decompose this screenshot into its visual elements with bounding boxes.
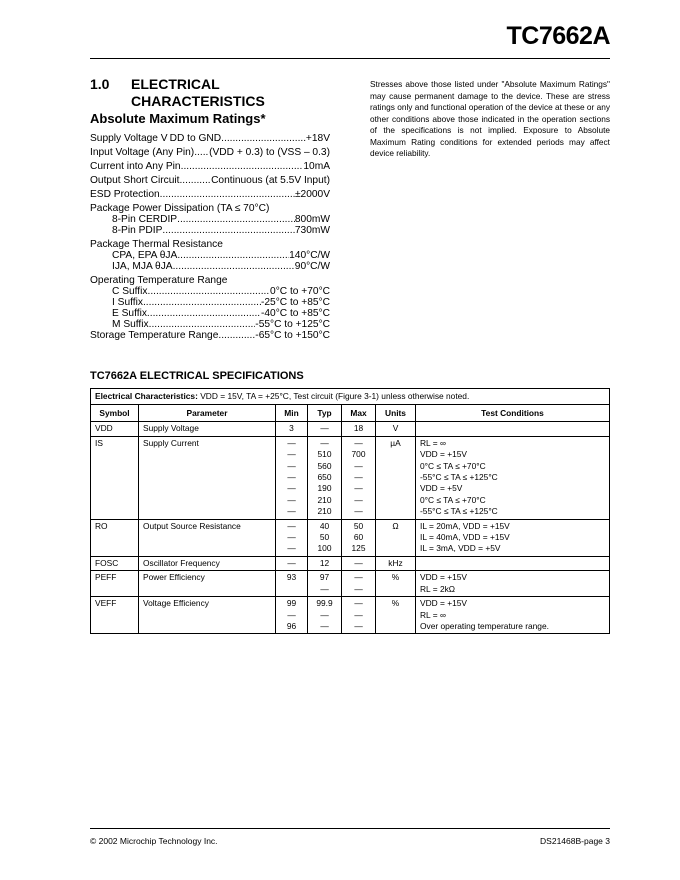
rating-i-suffix (90, 297, 330, 308)
units-cell (376, 597, 416, 634)
cell-line: — (287, 460, 296, 471)
rating-value: 10mA (303, 161, 330, 172)
cell-line: — (320, 620, 329, 631)
cell-line: — (354, 437, 363, 448)
cell-line: — (287, 609, 296, 620)
cell-line: Output Source Resistance (143, 520, 241, 531)
table-row (91, 571, 610, 597)
cell-line: VDD = +15V (420, 572, 468, 583)
parameter-cell (139, 597, 276, 634)
units-cell (376, 571, 416, 597)
typ-cell (308, 556, 342, 570)
rating-label: 8-Pin CERDIP (112, 214, 178, 225)
stress-note: Stresses above those listed under "Absolute Maximum Ratings" may cause permanent damage to the device. These are stress ratings only and functional operation of the device at these or any other conditions above those indicated in the operation sections of the specifications is not implied. Exposure to Absolute Maximum Rating conditions for extended periods may affect device reliability. (370, 79, 610, 158)
cell-line: — (354, 472, 363, 483)
footer-divider (90, 828, 610, 829)
cell-line: 97 (319, 572, 330, 583)
cell-line: 560 (317, 460, 332, 471)
cell-line (280, 584, 303, 595)
cell-line: 12 (319, 557, 330, 568)
parameter-cell (139, 436, 276, 519)
rating-temp-range: Operating Temperature Range (90, 275, 228, 286)
cell-line: — (320, 583, 329, 594)
rating-value: -65°C to +150°C (255, 330, 330, 341)
rating-supply-voltage (90, 133, 330, 144)
cell-line: 210 (317, 506, 332, 517)
table-row (91, 556, 610, 570)
cell-line: VDD = +15V (420, 449, 468, 460)
cell-line: — (320, 423, 329, 434)
rating-c-suffix (90, 286, 330, 297)
cell-line: 650 (317, 472, 332, 483)
leader-dots (177, 250, 289, 261)
max-cell (342, 571, 376, 597)
leader-dots (160, 189, 295, 200)
cell-line: 190 (317, 483, 332, 494)
cell-line (420, 423, 605, 434)
cell-line: 40 (319, 520, 330, 531)
conditions-cell (416, 556, 610, 570)
leader-dots (149, 319, 256, 330)
abs-max-ratings-list (90, 133, 330, 341)
typ-cell (308, 422, 342, 436)
cell-line: -55°C ≤ TA ≤ +125°C (420, 506, 498, 517)
conditions-cell (416, 436, 610, 519)
column-header: Symbol (91, 405, 139, 422)
table-body (91, 422, 610, 634)
header-divider (90, 58, 610, 59)
leader-dots (179, 175, 211, 186)
rating-e-suffix (90, 308, 330, 319)
rating-label: Input Voltage (Any Pin) (90, 147, 195, 158)
cell-line: — (354, 609, 363, 620)
cell-line: 3 (289, 423, 294, 434)
rating-value: 0°C to +70°C (270, 286, 330, 297)
conditions-cell (416, 571, 610, 597)
column-header: Test Conditions (416, 405, 610, 422)
cell-line: FOSC (95, 557, 119, 568)
cell-line: 700 (351, 449, 366, 460)
leader-dots (221, 133, 306, 144)
rating-pdip (90, 225, 330, 236)
column-header: Typ (308, 405, 342, 422)
rating-package-power: Package Power Dissipation (TA ≤ 70°C) (90, 203, 270, 214)
rating-label: Output Short Circuit (90, 175, 180, 186)
max-cell (342, 597, 376, 634)
min-cell (276, 571, 308, 597)
electrical-spec-table (90, 388, 610, 634)
leader-dots (181, 161, 304, 172)
rating-esd (90, 189, 330, 200)
leader-dots (194, 147, 209, 158)
rating-value: 90°C/W (294, 261, 330, 272)
cell-line: 0°C ≤ TA ≤ +70°C (420, 460, 486, 471)
min-cell (276, 436, 308, 519)
table-row (91, 519, 610, 556)
rating-value: -40°C to +85°C (260, 308, 330, 319)
symbol-cell (91, 556, 139, 570)
leader-dots (162, 225, 295, 236)
min-cell (276, 556, 308, 570)
rating-value: (VDD + 0.3) to (VSS – 0.3) (209, 147, 330, 158)
cell-line: Voltage Efficiency (143, 598, 209, 609)
cell-line: — (287, 449, 296, 460)
rating-value: 730mW (294, 225, 330, 236)
cell-line: IL = 20mA, VDD = +15V (420, 520, 510, 531)
min-cell (276, 597, 308, 634)
rating-label: CPA, EPA θJA (112, 250, 178, 261)
cell-line: 96 (286, 620, 297, 631)
cell-line: 99 (286, 598, 297, 609)
cell-line: — (354, 620, 363, 631)
column-header: Parameter (139, 405, 276, 422)
cell-line: IL = 40mA, VDD = +15V (420, 532, 510, 543)
spec-table-title: TC7662A ELECTRICAL SPECIFICATIONS (90, 370, 304, 382)
parameter-cell (139, 519, 276, 556)
cell-line: — (354, 460, 363, 471)
cell-line: IS (95, 437, 103, 448)
cell-line: RL = 2kΩ (420, 583, 456, 594)
cell-line: — (354, 572, 363, 583)
copyright-text: © 2002 Microchip Technology Inc. (90, 836, 218, 846)
units-cell (376, 422, 416, 436)
leader-dots (218, 330, 255, 341)
parameter-cell (139, 556, 276, 570)
min-cell (276, 422, 308, 436)
conditions-row (91, 389, 610, 405)
cell-line: — (287, 557, 296, 568)
cell-line: Ω (392, 520, 399, 531)
cell-line: VDD = +15V (420, 598, 468, 609)
cell-line (420, 558, 605, 569)
leader-dots (147, 286, 270, 297)
rating-value: +18V (305, 133, 330, 144)
cell-line: — (287, 472, 296, 483)
cell-line: — (354, 598, 363, 609)
cell-line: % (391, 572, 400, 583)
column-header: Max (342, 405, 376, 422)
cell-line: 18 (353, 423, 364, 434)
symbol-cell (91, 519, 139, 556)
cell-line: RL = ∞ (420, 437, 446, 448)
rating-thermal-resistance: Package Thermal Resistance (90, 239, 223, 250)
symbol-cell (91, 571, 139, 597)
cell-line: — (354, 494, 363, 505)
rating-storage-temp (90, 330, 330, 341)
typ-cell (308, 571, 342, 597)
leader-dots (143, 297, 261, 308)
rating-short-circuit (90, 175, 330, 186)
rating-value: -25°C to +85°C (260, 297, 330, 308)
rating-label: Current into Any Pin (90, 161, 181, 172)
cell-line: VDD = +5V (420, 483, 463, 494)
rating-label: Storage Temperature Range (90, 330, 219, 341)
conditions-label: Electrical Characteristics: (95, 391, 198, 401)
rating-ija (90, 261, 330, 272)
cell-line: Supply Voltage (143, 423, 199, 434)
cell-line: — (287, 543, 296, 554)
cell-line: — (320, 437, 329, 448)
cell-line: µA (390, 437, 401, 448)
conditions-cell (416, 597, 610, 634)
cell-line: — (320, 609, 329, 620)
rating-label: Supply Voltage V DD to GND (90, 133, 222, 144)
conditions-text: VDD = 15V, TA = +25°C, Test circuit (Figure 3-1) unless otherwise noted. (200, 391, 470, 401)
rating-input-voltage (90, 147, 330, 158)
typ-cell (308, 436, 342, 519)
cell-line: — (354, 506, 363, 517)
leader-dots (147, 308, 261, 319)
rating-label: E Suffix (112, 308, 147, 319)
table-header-row (91, 405, 610, 422)
cell-line: — (287, 506, 296, 517)
max-cell (342, 556, 376, 570)
cell-line: 100 (317, 543, 332, 554)
min-cell (276, 519, 308, 556)
rating-label: C Suffix (112, 286, 148, 297)
max-cell (342, 519, 376, 556)
rating-m-suffix (90, 319, 330, 330)
leader-dots (173, 261, 295, 272)
rating-current (90, 161, 330, 172)
typ-cell (308, 597, 342, 634)
section-number: 1.0 (90, 76, 110, 92)
rating-cpa (90, 250, 330, 261)
rating-cerdip (90, 214, 330, 225)
max-cell (342, 436, 376, 519)
cell-line: — (354, 557, 363, 568)
cell-line: Over operating temperature range. (420, 620, 549, 631)
abs-max-title: Absolute Maximum Ratings* (90, 111, 266, 126)
cell-line: 210 (317, 494, 332, 505)
rating-value: Continuous (at 5.5V Input) (211, 175, 330, 186)
conditions-cell (416, 422, 610, 436)
rating-label: 8-Pin PDIP (112, 225, 163, 236)
max-cell (342, 422, 376, 436)
cell-line: 60 (353, 532, 364, 543)
rating-value: 140°C/W (289, 250, 330, 261)
cell-line: — (287, 520, 296, 531)
symbol-cell (91, 436, 139, 519)
cell-line: Oscillator Frequency (143, 557, 220, 568)
rating-value: ±2000V (294, 189, 330, 200)
cell-line: 50 (319, 532, 330, 543)
units-cell (376, 436, 416, 519)
conditions-cell (91, 389, 610, 405)
table-row (91, 422, 610, 436)
cell-line: — (354, 583, 363, 594)
cell-line: 510 (317, 449, 332, 460)
conditions-cell (416, 519, 610, 556)
cell-line: VDD (95, 423, 113, 434)
cell-line: VEFF (95, 598, 117, 609)
cell-line: 0°C ≤ TA ≤ +70°C (420, 494, 486, 505)
cell-line: Power Efficiency (143, 572, 205, 583)
rating-label: IJA, MJA θJA (112, 261, 173, 272)
units-cell (376, 556, 416, 570)
table-row (91, 597, 610, 634)
symbol-cell (91, 597, 139, 634)
cell-line: — (287, 532, 296, 543)
cell-line: — (287, 494, 296, 505)
cell-line: V (392, 423, 399, 434)
column-header: Min (276, 405, 308, 422)
cell-line: — (287, 483, 296, 494)
section-title: ELECTRICAL CHARACTERISTICS (131, 76, 265, 109)
cell-line: — (287, 437, 296, 448)
cell-line: 125 (351, 543, 366, 554)
symbol-cell (91, 422, 139, 436)
page-number: DS21468B-page 3 (540, 836, 610, 846)
cell-line: RL = ∞ (420, 609, 446, 620)
cell-line: 93 (286, 572, 297, 583)
rating-value: -55°C to +125°C (255, 319, 330, 330)
typ-cell (308, 519, 342, 556)
cell-line: % (391, 598, 400, 609)
cell-line: IL = 3mA, VDD = +5V (420, 543, 501, 554)
cell-line: PEFF (95, 572, 117, 583)
parameter-cell (139, 571, 276, 597)
rating-value: 800mW (294, 214, 330, 225)
rating-label: I Suffix (112, 297, 143, 308)
cell-line: — (354, 483, 363, 494)
table-row (91, 436, 610, 519)
cell-line: Supply Current (143, 437, 199, 448)
cell-line: 50 (353, 520, 364, 531)
column-header: Units (376, 405, 416, 422)
cell-line: kHz (388, 557, 403, 568)
page-title: TC7662A (506, 22, 610, 50)
cell-line: -55°C ≤ TA ≤ +125°C (420, 472, 498, 483)
units-cell (376, 519, 416, 556)
cell-line: RO (95, 520, 108, 531)
cell-line: 99.9 (316, 598, 333, 609)
leader-dots (177, 214, 295, 225)
rating-label: M Suffix (112, 319, 149, 330)
parameter-cell (139, 422, 276, 436)
rating-label: ESD Protection (90, 189, 160, 200)
